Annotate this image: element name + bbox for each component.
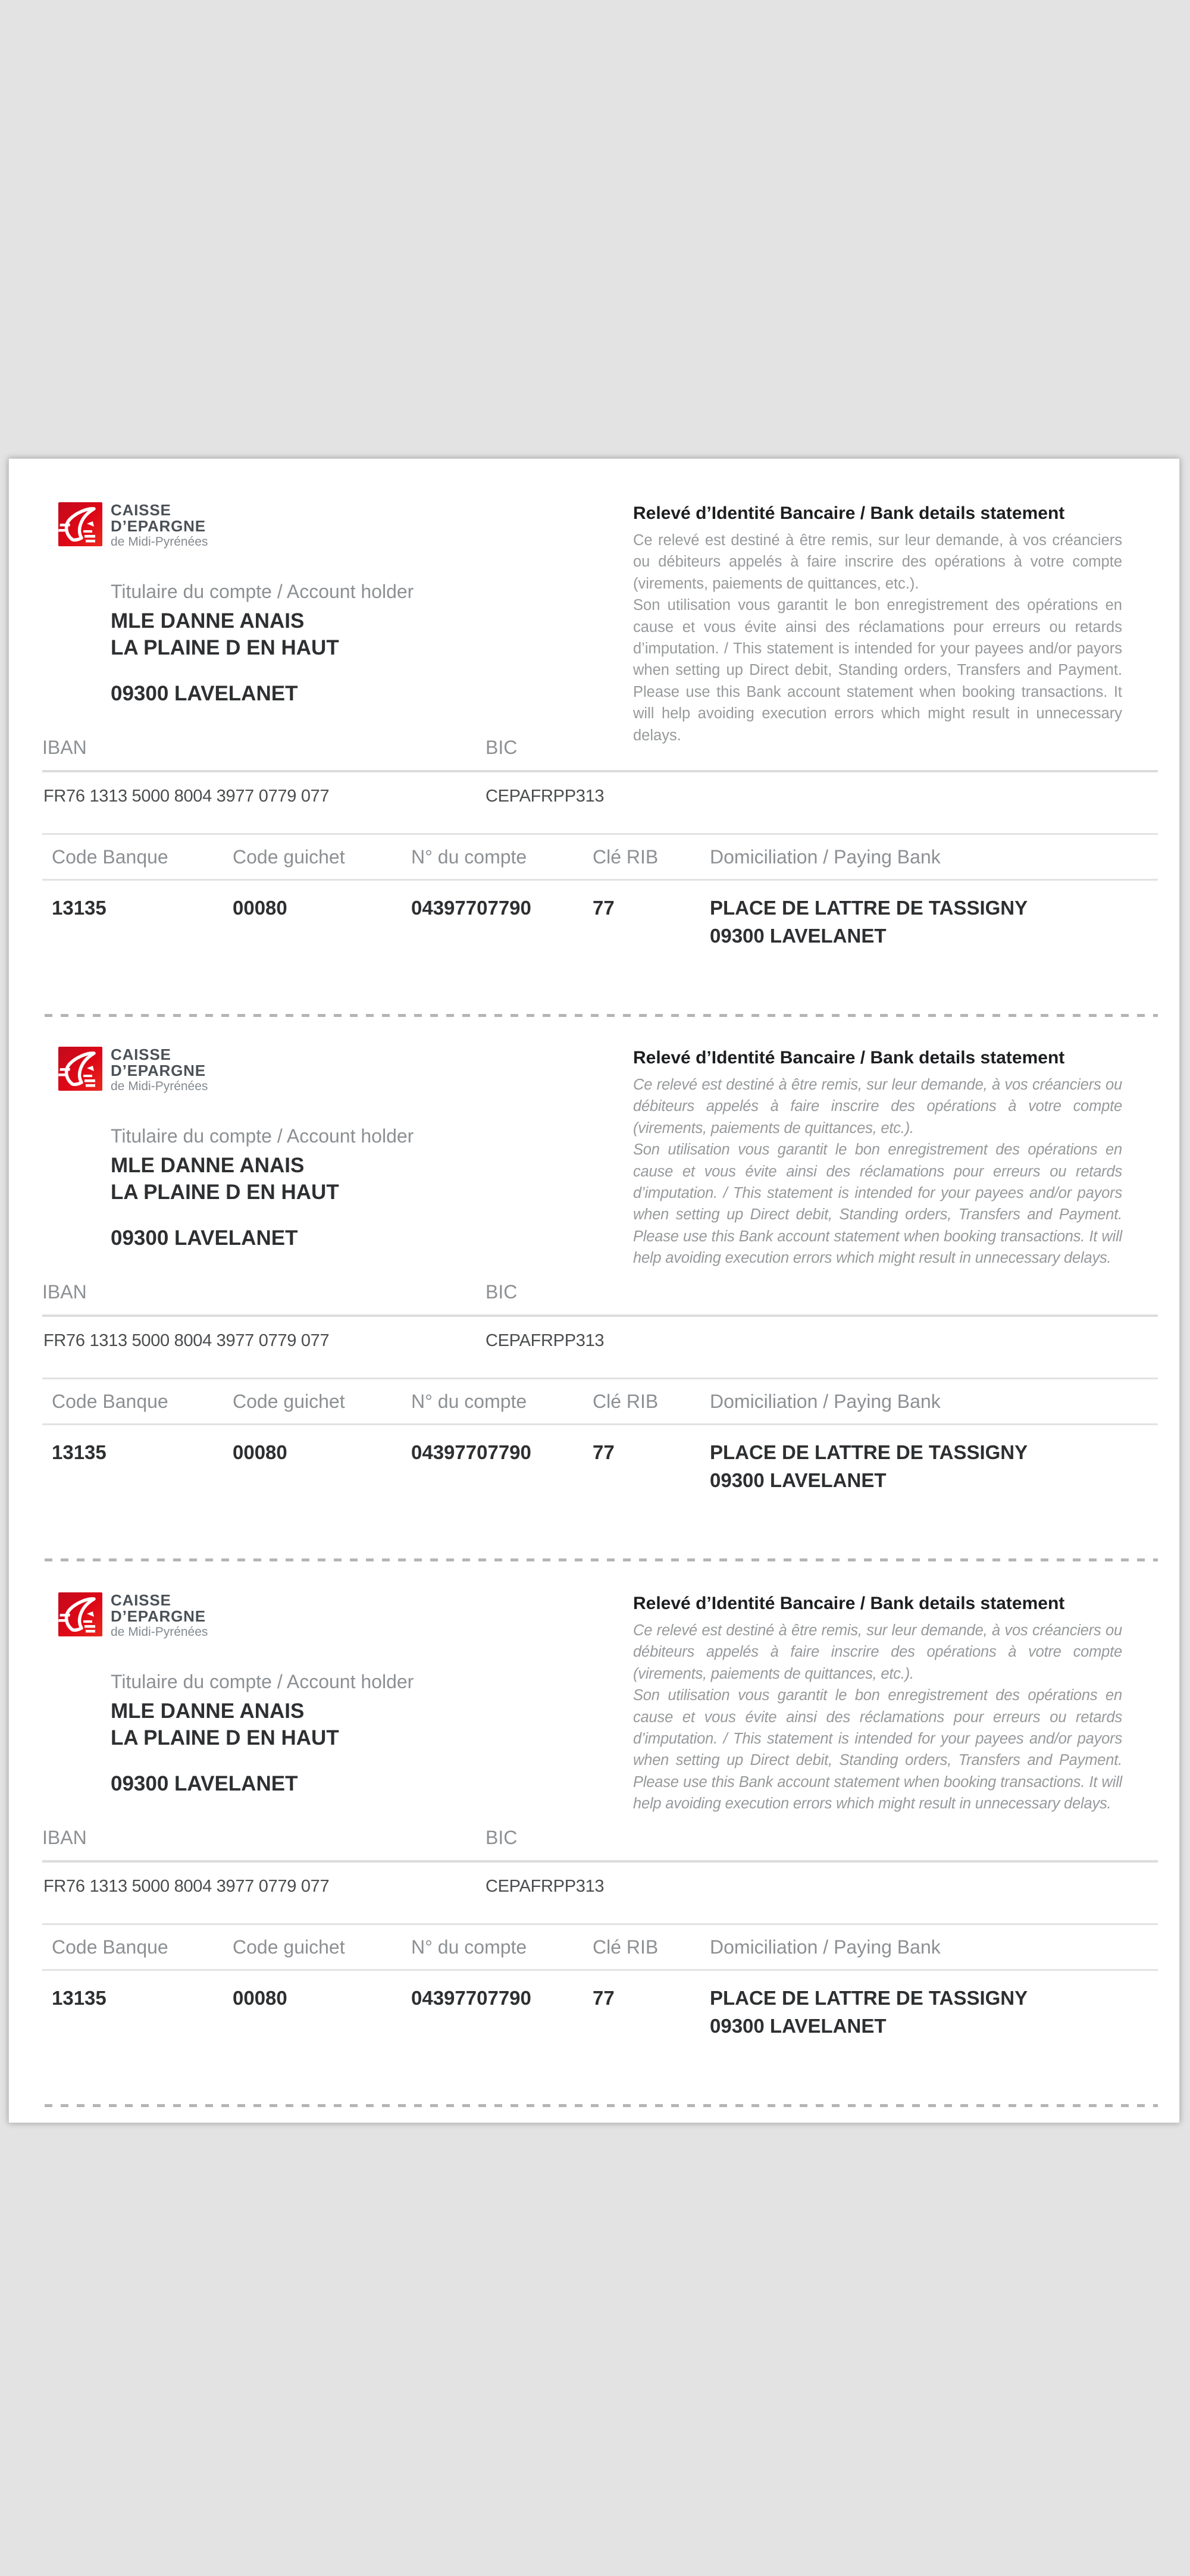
statement-description-en: Son utilisation vous garantit le bon enregistrement des opérations en cause et vous évite ainsi des réclamations pour erreurs ou retards d’imputation. / This statement is intended for your payees and/or payors when setting up Direct debit, Standing orders, Transfers and Payment. Please use this Bank account statement when booking transactions. It will help avoiding execution errors which might result in unnecessary delays. bbox=[633, 1687, 1122, 1813]
iban-label: IBAN bbox=[42, 1281, 87, 1303]
brand-name-line1: CAISSE bbox=[111, 1046, 171, 1063]
column-header-cle-rib: Clé RIB bbox=[593, 1391, 659, 1412]
code-guichet-value: 00080 bbox=[233, 1441, 287, 1463]
divider-above-table-header bbox=[42, 1923, 1158, 1925]
statement-description bbox=[633, 530, 1122, 746]
statement-description-fr: Ce relevé est destiné à être remis, sur leur demande, à vos créanciers ou débiteurs appelés à faire inscrire des opérations à votre compte (virements, paiements de quittances, etc.). bbox=[633, 532, 1122, 592]
column-header-numero-compte: N° du compte bbox=[411, 846, 527, 868]
account-holder-address: LA PLAINE D EN HAUT bbox=[111, 1181, 339, 1204]
rib-statement-copy bbox=[9, 1047, 1179, 1591]
caisse-epargne-logo bbox=[58, 1592, 102, 1636]
bic-label: BIC bbox=[486, 1281, 518, 1303]
account-holder-address: LA PLAINE D EN HAUT bbox=[111, 636, 339, 659]
column-header-code-guichet: Code guichet bbox=[233, 1936, 345, 1958]
iban-value: FR76 1313 5000 8004 3977 0779 077 bbox=[43, 787, 330, 806]
brand-name-line1: CAISSE bbox=[111, 501, 171, 519]
divider-under-iban-bic-labels bbox=[42, 1860, 1158, 1863]
column-header-numero-compte: N° du compte bbox=[411, 1936, 527, 1958]
account-holder-label: Titulaire du compte / Account holder bbox=[111, 1125, 414, 1147]
brand-region: de Midi-Pyrénées bbox=[111, 1625, 208, 1639]
code-banque-value: 13135 bbox=[52, 1987, 107, 2009]
numero-compte-value: 04397707790 bbox=[411, 1441, 531, 1463]
bic-value: CEPAFRPP313 bbox=[486, 787, 605, 806]
domiciliation-line2: 09300 LAVELANET bbox=[710, 1469, 887, 1491]
brand-wordmark bbox=[111, 1047, 208, 1094]
cut-line bbox=[45, 1558, 1158, 1561]
caisse-epargne-logo bbox=[58, 1047, 102, 1091]
statement-description-fr: Ce relevé est destiné à être remis, sur leur demande, à vos créanciers ou débiteurs appelés à faire inscrire des opérations à votre compte (virements, paiements de quittances, etc.). bbox=[633, 1622, 1122, 1682]
cut-line bbox=[45, 2104, 1158, 2107]
squirrel-logo-icon bbox=[58, 502, 102, 546]
account-holder-label: Titulaire du compte / Account holder bbox=[111, 581, 414, 602]
account-holder-city: 09300 LAVELANET bbox=[111, 682, 298, 705]
numero-compte-value: 04397707790 bbox=[411, 1987, 531, 2009]
account-holder-city: 09300 LAVELANET bbox=[111, 1772, 298, 1795]
brand-name-line2: D’EPARGNE bbox=[111, 1062, 206, 1079]
brand-region: de Midi-Pyrénées bbox=[111, 535, 208, 549]
domiciliation-line2: 09300 LAVELANET bbox=[710, 925, 887, 947]
domiciliation-line1: PLACE DE LATTRE DE TASSIGNY bbox=[710, 1987, 1028, 2009]
divider-under-table-header bbox=[42, 879, 1158, 881]
account-holder-name: MLE DANNE ANAIS bbox=[111, 1699, 305, 1723]
column-header-code-banque: Code Banque bbox=[52, 846, 168, 868]
account-holder-name: MLE DANNE ANAIS bbox=[111, 609, 305, 633]
account-holder-address: LA PLAINE D EN HAUT bbox=[111, 1726, 339, 1749]
statement-title: Relevé d’Identité Bancaire / Bank details statement bbox=[633, 1048, 1065, 1068]
code-guichet-value: 00080 bbox=[233, 897, 287, 919]
code-guichet-value: 00080 bbox=[233, 1987, 287, 2009]
rib-document-page bbox=[8, 458, 1180, 2123]
brand-region: de Midi-Pyrénées bbox=[111, 1079, 208, 1093]
brand-wordmark bbox=[111, 1592, 208, 1639]
squirrel-logo-icon bbox=[58, 1047, 102, 1091]
account-holder-label: Titulaire du compte / Account holder bbox=[111, 1671, 414, 1692]
column-header-cle-rib: Clé RIB bbox=[593, 1936, 659, 1958]
divider-under-table-header bbox=[42, 1969, 1158, 1971]
column-header-code-banque: Code Banque bbox=[52, 1391, 168, 1412]
account-holder-name: MLE DANNE ANAIS bbox=[111, 1154, 305, 1177]
column-header-domiciliation: Domiciliation / Paying Bank bbox=[710, 1391, 941, 1412]
domiciliation-value bbox=[710, 1984, 1028, 2040]
squirrel-logo-icon bbox=[58, 1592, 102, 1636]
domiciliation-line1: PLACE DE LATTRE DE TASSIGNY bbox=[710, 897, 1028, 919]
account-holder-city: 09300 LAVELANET bbox=[111, 1226, 298, 1250]
column-header-domiciliation: Domiciliation / Paying Bank bbox=[710, 1936, 941, 1958]
caisse-epargne-logo bbox=[58, 502, 102, 546]
iban-label: IBAN bbox=[42, 737, 87, 758]
bic-value: CEPAFRPP313 bbox=[486, 1331, 605, 1350]
iban-label: IBAN bbox=[42, 1827, 87, 1848]
column-header-cle-rib: Clé RIB bbox=[593, 846, 659, 868]
statement-description bbox=[633, 1620, 1122, 1815]
divider-under-iban-bic-labels bbox=[42, 1314, 1158, 1317]
divider-under-table-header bbox=[42, 1423, 1158, 1425]
statement-description-en: Son utilisation vous garantit le bon enregistrement des opérations en cause et vous évite ainsi des réclamations pour erreurs ou retards d’imputation. / This statement is intended for your payees and/or payors when setting up Direct debit, Standing orders, Transfers and Payment. Please use this Bank account statement when booking transactions. It will help avoiding execution errors which might result in unnecessary delays. bbox=[633, 1141, 1122, 1267]
column-header-numero-compte: N° du compte bbox=[411, 1391, 527, 1412]
cle-rib-value: 77 bbox=[593, 1987, 615, 2009]
domiciliation-line1: PLACE DE LATTRE DE TASSIGNY bbox=[710, 1441, 1028, 1463]
cle-rib-value: 77 bbox=[593, 897, 615, 919]
iban-value: FR76 1313 5000 8004 3977 0779 077 bbox=[43, 1331, 330, 1350]
brand-name-line2: D’EPARGNE bbox=[111, 1607, 206, 1625]
cut-line bbox=[45, 1014, 1158, 1017]
iban-value: FR76 1313 5000 8004 3977 0779 077 bbox=[43, 1877, 330, 1896]
column-header-code-banque: Code Banque bbox=[52, 1936, 168, 1958]
numero-compte-value: 04397707790 bbox=[411, 897, 531, 919]
bic-label: BIC bbox=[486, 1827, 518, 1848]
rib-statement-copy bbox=[9, 1592, 1179, 2137]
cle-rib-value: 77 bbox=[593, 1441, 615, 1463]
column-header-code-guichet: Code guichet bbox=[233, 1391, 345, 1412]
column-header-domiciliation: Domiciliation / Paying Bank bbox=[710, 846, 941, 868]
bic-label: BIC bbox=[486, 737, 518, 758]
statement-description-en: Son utilisation vous garantit le bon enregistrement des opérations en cause et vous évite ainsi des réclamations pour erreurs ou retards d’imputation. / This statement is intended for your payees and/or payors when setting up Direct debit, Standing orders, Transfers and Payment. Please use this Bank account statement when booking transactions. It will help avoiding execution errors which might result in unnecessary delays. bbox=[633, 597, 1122, 744]
bic-value: CEPAFRPP313 bbox=[486, 1877, 605, 1896]
divider-above-table-header bbox=[42, 1378, 1158, 1379]
brand-wordmark bbox=[111, 502, 208, 549]
brand-name-line1: CAISSE bbox=[111, 1591, 171, 1609]
domiciliation-value bbox=[710, 894, 1028, 950]
divider-above-table-header bbox=[42, 833, 1158, 835]
divider-under-iban-bic-labels bbox=[42, 770, 1158, 772]
statement-title: Relevé d’Identité Bancaire / Bank details statement bbox=[633, 503, 1065, 523]
code-banque-value: 13135 bbox=[52, 897, 107, 919]
domiciliation-line2: 09300 LAVELANET bbox=[710, 2015, 887, 2037]
code-banque-value: 13135 bbox=[52, 1441, 107, 1463]
column-header-code-guichet: Code guichet bbox=[233, 846, 345, 868]
domiciliation-value bbox=[710, 1438, 1028, 1494]
rib-statement-copy bbox=[9, 502, 1179, 1047]
brand-name-line2: D’EPARGNE bbox=[111, 517, 206, 535]
statement-description-fr: Ce relevé est destiné à être remis, sur leur demande, à vos créanciers ou débiteurs appelés à faire inscrire des opérations à votre compte (virements, paiements de quittances, etc.). bbox=[633, 1076, 1122, 1137]
statement-title: Relevé d’Identité Bancaire / Bank details statement bbox=[633, 1594, 1065, 1613]
statement-description bbox=[633, 1074, 1122, 1269]
